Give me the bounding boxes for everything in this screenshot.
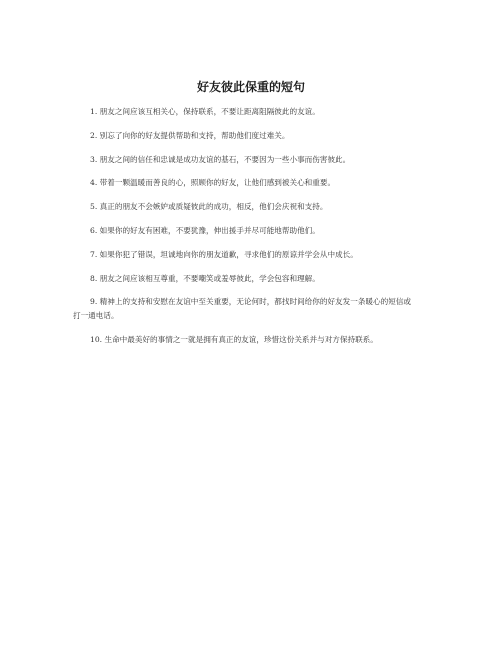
list-item: 1. 朋友之间应该互相关心，保持联系，不要让距离阻隔彼此的友谊。	[90, 107, 320, 116]
list-item: 10. 生命中最美好的事情之一就是拥有真正的友谊，珍惜这份关系并与对方保持联系。	[90, 334, 378, 344]
list-item: 2. 别忘了向你的好友提供帮助和支持，帮助他们度过难关。	[90, 130, 290, 140]
list-item: 7. 如果你犯了错误，坦诚地向你的朋友道歉，寻求他们的原谅并学会从中成长。	[90, 249, 358, 259]
tips-list	[73, 105, 430, 357]
list-item: 8. 朋友之间应该相互尊重，不要嘲笑或羞辱彼此，学会包容和理解。	[90, 273, 320, 283]
list-item: 3. 朋友之间的信任和忠诚是成功友谊的基石，不要因为一些小事而伤害彼此。	[90, 154, 351, 164]
document-title: 好友彼此保重的短句	[196, 80, 305, 94]
list-item: 6. 如果你的好友有困难，不要犹豫，伸出援手并尽可能地帮助他们。	[90, 225, 320, 235]
list-item: 5. 真正的朋友不会嫉妒或质疑彼此的成功，相反，他们会庆祝和支持。	[90, 202, 328, 212]
list-item: 4. 带着一颗温暖而善良的心，照顾你的好友，让他们感到被关心和重要。	[90, 178, 336, 188]
list-item: 9. 精神上的支持和安慰在友谊中至关重要，无论何时，都找时间给你的好友发一条暖心的短信或打一通电话。	[73, 297, 411, 321]
